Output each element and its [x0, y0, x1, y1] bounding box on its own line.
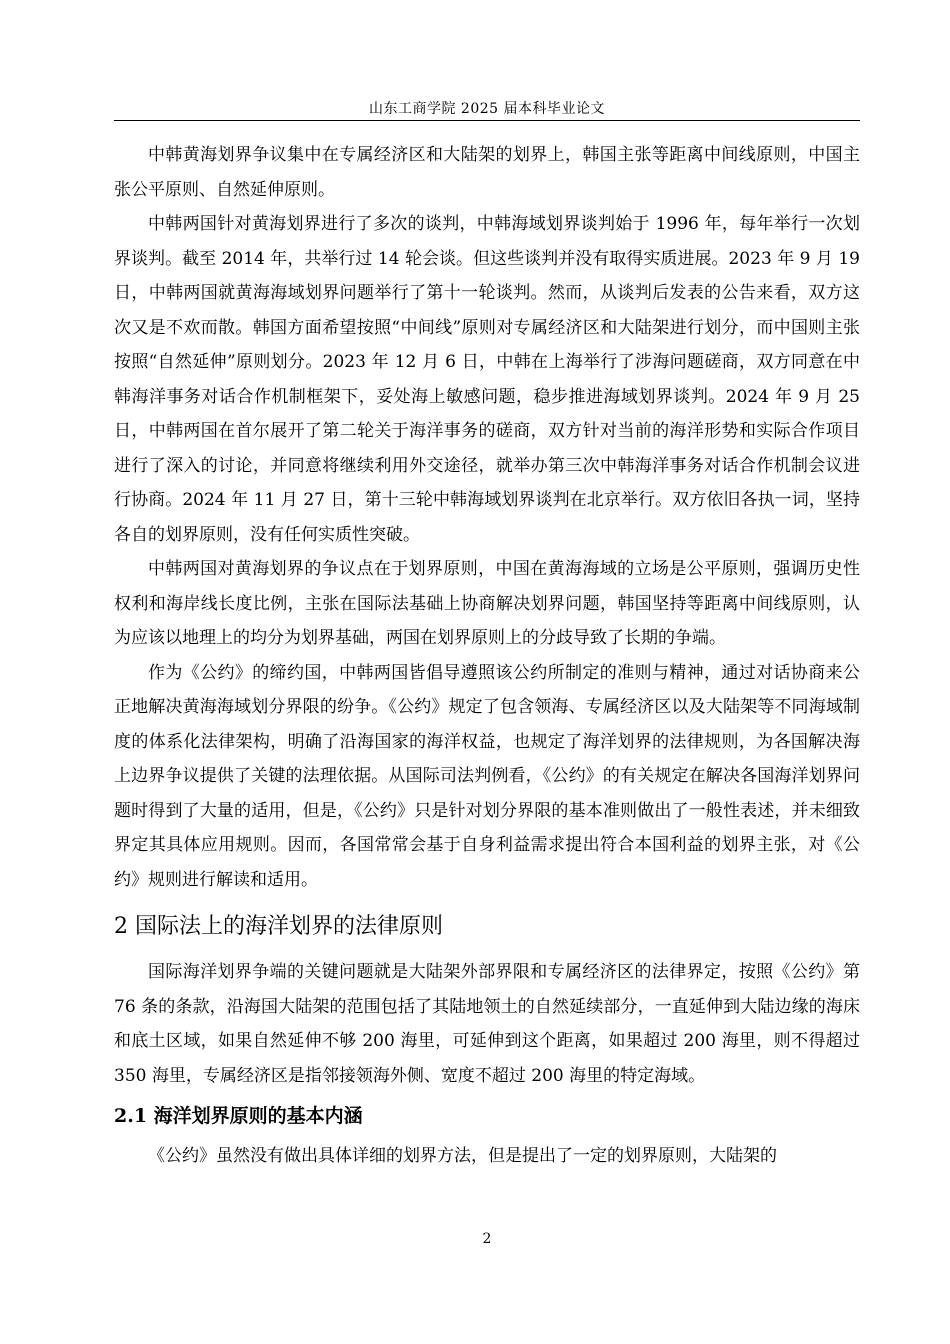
paragraph-dispute-focus: 中韩黄海划界争议集中在专属经济区和大陆架的划界上，韩国主张等距离中间线原则，中国主张公平原则、自然延伸原则。 — [114, 145, 860, 200]
paragraph-boundary-definition: 国际海洋划界争端的关键问题就是大陆架外部界限和专属经济区的法律界定，按照《公约》第 76 条的条款，沿海国大陆架的范围包括了其陆地领土的自然延续部分，一直延伸到大陆边缘的海床和底土区域，如果自然延伸不够 200 海里，可延伸到这个距离，如果超过 200 海里，则不得超过 350 海里，专属经济区是指邻接领海外侧、宽度不超过 200 海里的特定海域。 — [114, 962, 860, 1086]
paragraph-convention: 作为《公约》的缔约国，中韩两国皆倡导遵照该公约所制定的准则与精神，通过对话协商来公正地解决黄海海域划分界限的纷争。《公约》规定了包含领海、专属经济区以及大陆架等不同海域制度的体系化法律架构，明确了沿海国家的海洋权益，也规定了海洋划界的法律规则，为各国解决海上边界争议提供了关键的法理依据。从国际司法判例看，《公约》的有关规定在解决各国海洋划界问题时得到了大量的适用，但是，《公约》只是针对划分界限的基本准则做出了一般性表述，并未细致界定其具体应用规则。因而，各国常常会基于自身利益需求提出符合本国利益的划界主张，对《公约》规则进行解读和适用。 — [114, 662, 860, 890]
paragraph-principles-intro: 《公约》虽然没有做出具体详细的划界方法，但是提出了一定的划界原则，大陆架的 — [148, 1146, 777, 1166]
section-heading-2-1: 2.1 海洋划界原则的基本内涵 — [114, 1105, 363, 1127]
body-text — [114, 138, 860, 1174]
running-header: 山东工商学院 2025 届本科毕业论文 — [368, 101, 606, 117]
paragraph-negotiation-history: 中韩两国针对黄海划界进行了多次的谈判，中韩海域划界谈判始于 1996 年，每年举行一次划界谈判。截至 2014 年，共举行过 14 轮会谈。但这些谈判并没有取得实质进展。2023 年 9 月 19 日，中韩两国就黄海海域划界问题举行了第十一轮谈判。然而，从谈判后发表的公告来看，双方这次又是不欢而散。韩国方面希望按照“中间线”原则对专属经济区和大陆架进行划分，而中国则主张按照“自然延伸”原则划分。2023 年 12 月 6 日，中韩在上海举行了涉海问题磋商，双方同意在中韩海洋事务对话合作机制框架下，妥处海上敏感问题，稳步推进海域划界谈判。2024 年 9 月 25 日，中韩两国在首尔展开了第二轮关于海洋事务的磋商，双方针对当前的海洋形势和实际合作项目进行了深入的讨论，并同意将继续利用外交途径，就举办第三次中韩海洋事务对话合作机制会议进行协商。2024 年 11 月 27 日，第十三轮中韩海域划界谈判在北京举行。双方依旧各执一词，坚持各自的划界原则，没有任何实质性突破。 — [114, 214, 860, 545]
header-rule — [114, 120, 860, 121]
paragraph-principle-dispute: 中韩两国对黄海划界的争议点在于划界原则，中国在黄海海域的立场是公平原则，强调历史性权利和海岸线长度比例，主张在国际法基础上协商解决划界问题，韩国坚持等距离中间线原则，认为应该以地理上的均分为划界基础，两国在划界原则上的分歧导致了长期的争端。 — [114, 559, 860, 648]
section-heading-2: 2 国际法上的海洋划界的法律原则 — [114, 914, 443, 939]
page-number: 2 — [482, 1231, 492, 1247]
